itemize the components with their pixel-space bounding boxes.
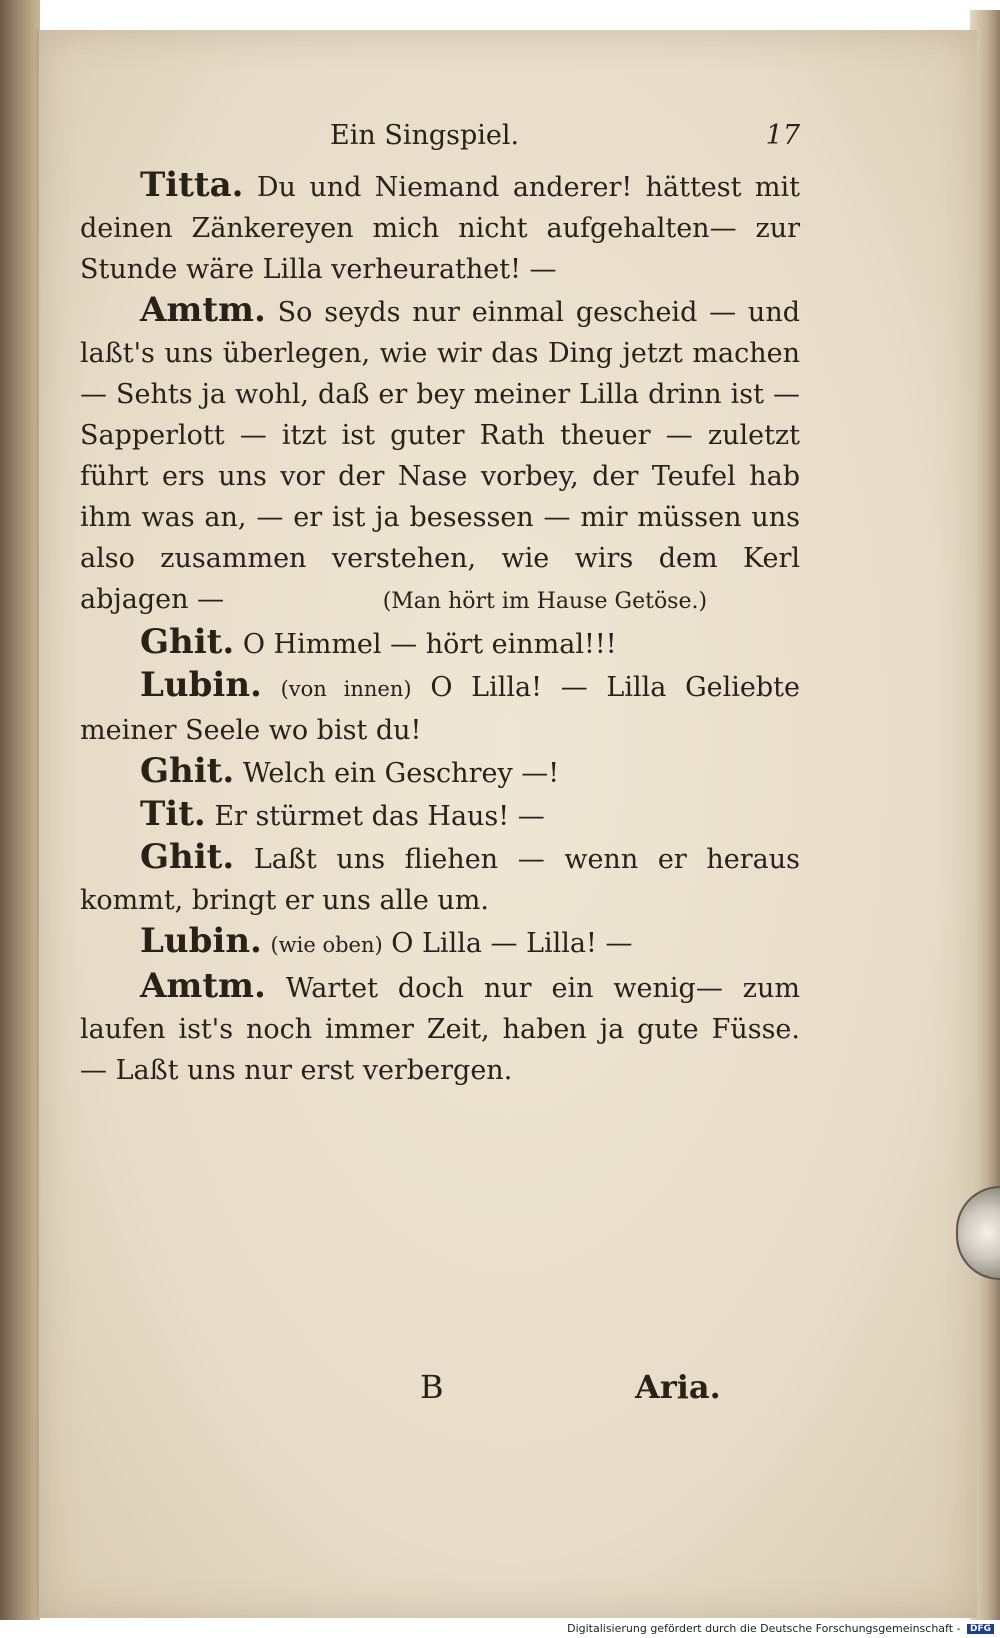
- signature-mark: B: [420, 1368, 444, 1406]
- speaker-name: Ghit.: [140, 751, 235, 791]
- page-footer: [80, 1368, 800, 1428]
- speech-text: So seyds nur einmal gescheid — und laßt's uns überlegen, wie wir das Ding jetzt machen — Sehts ja wohl, daß er bey meiner Lilla drinn ist — Sapperlott — itzt ist guter Rath theuer — zuletzt führt ers uns vor der Nase vorbey, der Teufel hab ihm was an, — er ist ja besessen — mir müssen uns also zusammen verstehen, wie wirs dem Kerl abjagen —: [80, 297, 800, 615]
- speaker-name: Tit.: [140, 794, 206, 834]
- speech-paragraph: [80, 837, 800, 921]
- dfg-logo: DFG: [967, 1624, 994, 1634]
- speech-paragraph: [80, 290, 800, 622]
- stage-direction: (wie oben): [270, 933, 383, 957]
- digitization-credit: [567, 1622, 994, 1635]
- speaker-name: Ghit.: [140, 837, 235, 877]
- stage-direction: (von innen): [280, 677, 412, 701]
- speech-text: Laßt uns fliehen — wenn er heraus kommt, bringt er uns alle um.: [80, 844, 800, 916]
- credit-text: Digitalisierung gefördert durch die Deutsche Forschungsgemeinschaft -: [567, 1622, 961, 1635]
- speaker-name: Amtm.: [140, 290, 266, 330]
- running-title: Ein Singspiel.: [330, 120, 520, 151]
- catchword: Aria.: [635, 1368, 721, 1406]
- page-number: 17: [765, 120, 800, 151]
- stage-direction: (Man hört im Hause Getöse.): [382, 589, 708, 614]
- speech-text: Welch ein Geschrey —!: [242, 758, 560, 789]
- speech-paragraph: [80, 794, 800, 837]
- speaker-name: Lubin.: [140, 921, 262, 961]
- speaker-name: Titta.: [140, 165, 244, 205]
- speech-paragraph: [80, 921, 800, 966]
- speaker-name: Amtm.: [140, 966, 266, 1006]
- speech-text: Er stürmet das Haus! —: [214, 801, 545, 832]
- running-header: [80, 105, 800, 165]
- speech-text: Wartet doch nur ein wenig— zum laufen ist's noch immer Zeit, haben ja gute Füsse. — Laßt uns nur erst verbergen.: [80, 973, 800, 1086]
- speaker-name: Lubin.: [140, 665, 262, 705]
- page-text: [80, 105, 800, 1091]
- speech-text: O Lilla! — Lilla Geliebte meiner Seele wo bist du!: [80, 672, 800, 746]
- speech-paragraph: [80, 165, 800, 290]
- book-spine-edge: [0, 0, 40, 1620]
- speech-text: Du und Niemand anderer! hättest mit deinen Zänkereyen mich nicht aufgehalten— zur Stunde wäre Lilla verheurathet! —: [80, 172, 800, 285]
- speech-paragraph: [80, 622, 800, 665]
- speech-paragraph: [80, 751, 800, 794]
- speech-text: O Himmel — hört einmal!!!: [242, 629, 617, 660]
- speech-text: O Lilla — Lilla! —: [391, 928, 633, 959]
- speaker-name: Ghit.: [140, 622, 235, 662]
- speech-paragraph: [80, 966, 800, 1091]
- speech-paragraph: [80, 665, 800, 751]
